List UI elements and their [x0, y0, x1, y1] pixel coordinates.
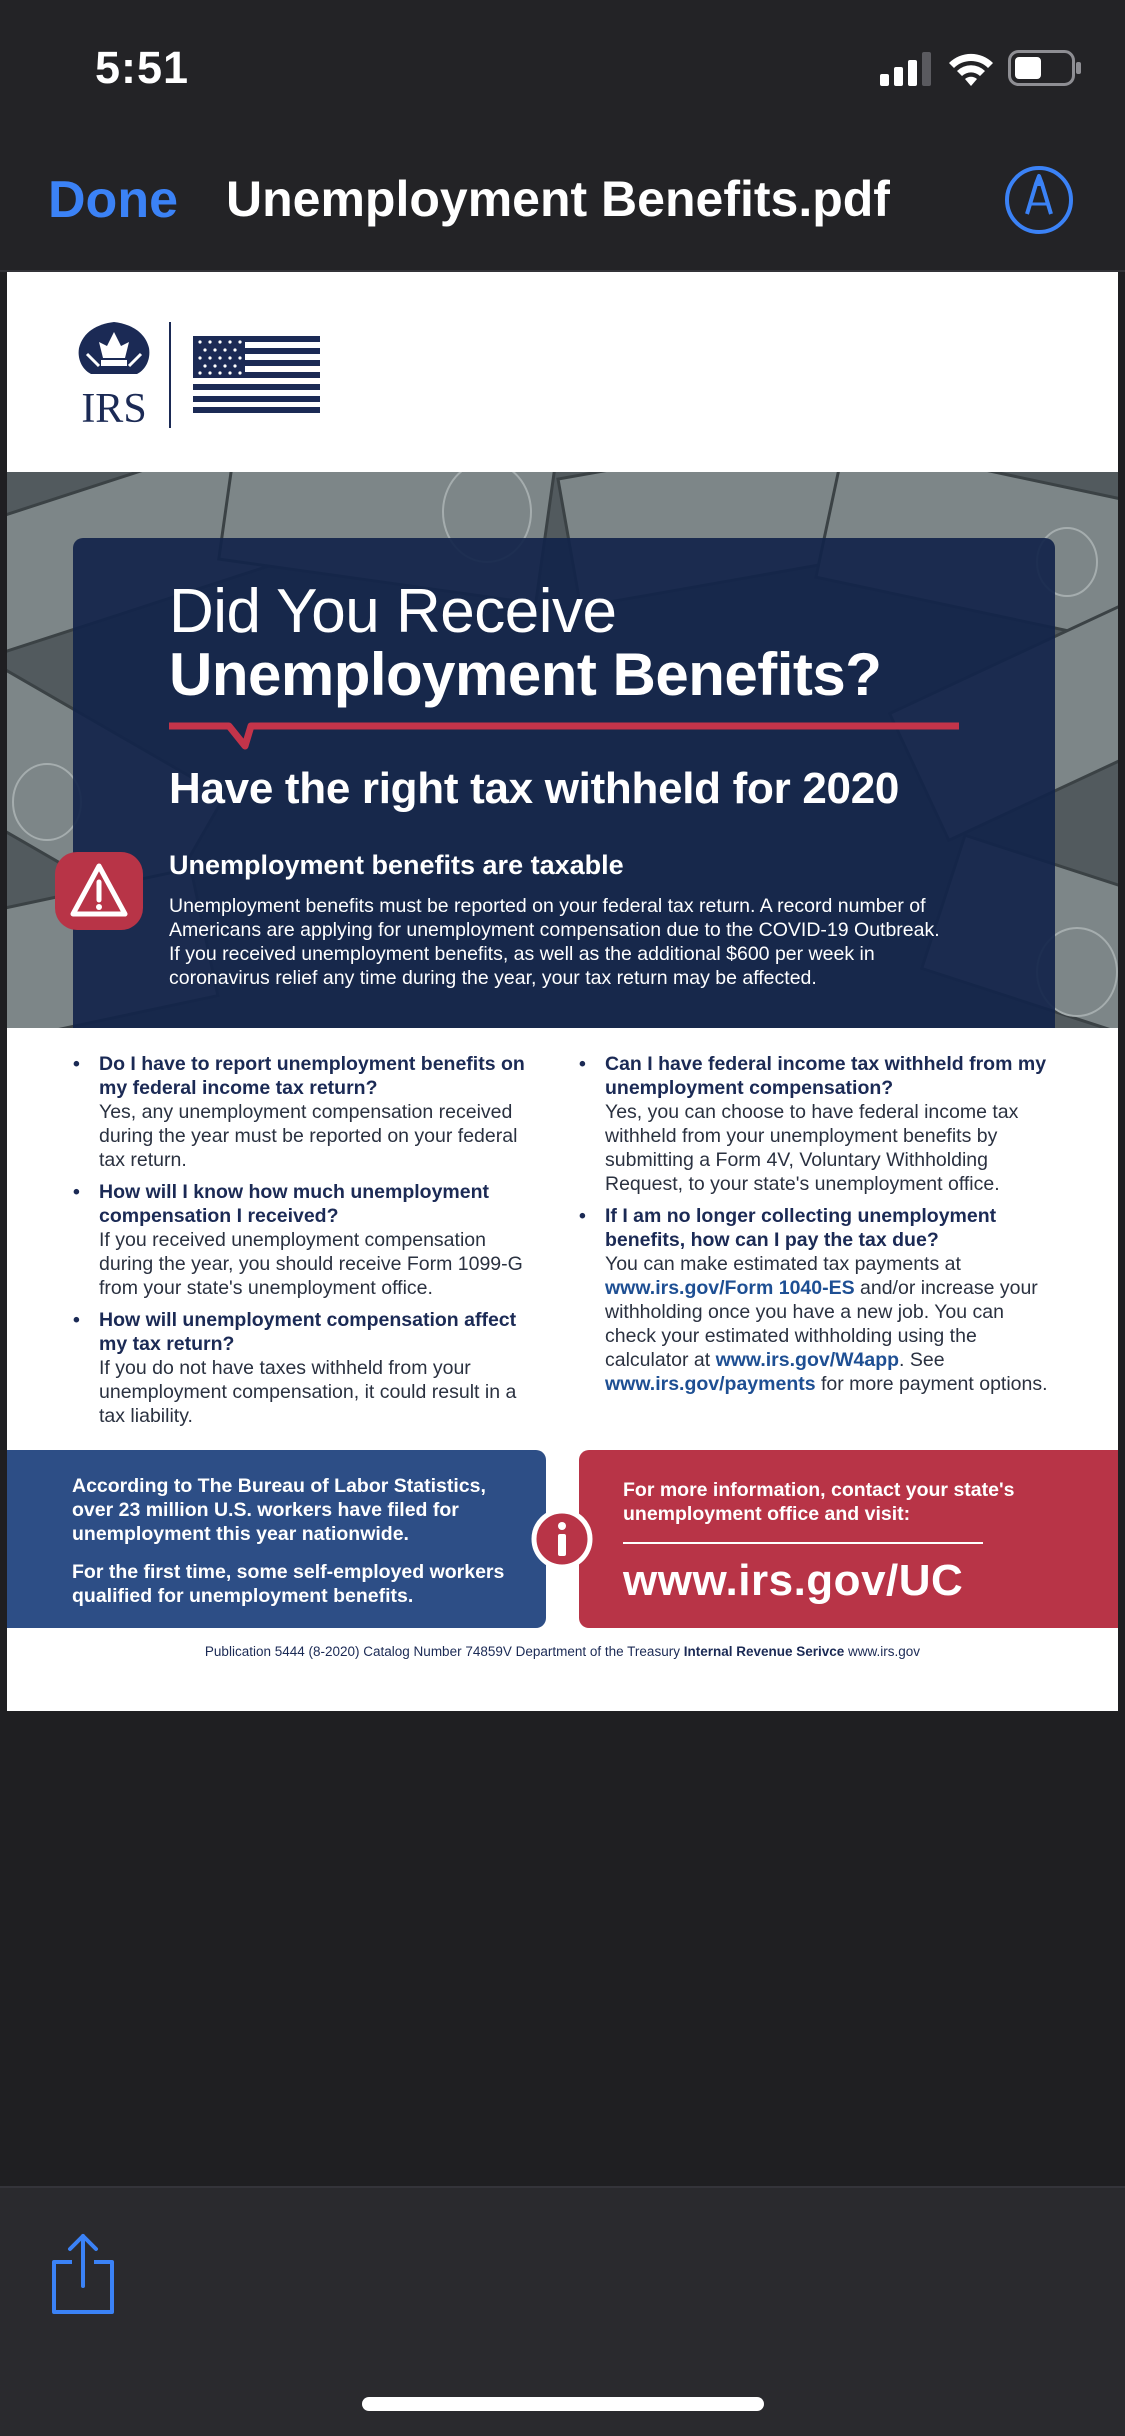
faq-question: • Do I have to report unemployment benefits on my federal income tax return? [99, 1053, 525, 1099]
done-button[interactable]: Done [48, 171, 178, 229]
faq-answer-text: . See [899, 1349, 945, 1371]
faq-answer [605, 1252, 1055, 1396]
irs-logo-text: IRS [81, 386, 147, 430]
faq-question: • How will unemployment compensation affect my tax return? [99, 1309, 517, 1355]
self-employed-text: For the first time, some self-employed workers qualified for unemployment benefits. [72, 1561, 505, 1607]
hero-panel [73, 538, 1055, 1028]
footer-website: www.irs.gov [844, 1644, 921, 1659]
statistics-text: According to The Bureau of Labor Statistics, over 23 million U.S. workers have filed for unemployment this year nationwide. [72, 1475, 486, 1545]
faq-question: • If I am no longer collecting unemployment benefits, how can I pay the tax due? [605, 1205, 997, 1251]
hero-banner [7, 472, 1118, 1028]
share-icon[interactable] [48, 2232, 118, 2316]
speech-underline [169, 716, 959, 756]
more-info-box [579, 1450, 1118, 1628]
warning-icon [53, 850, 145, 932]
logo-divider [169, 322, 171, 428]
w4app-link[interactable]: www.irs.gov/W4app [715, 1349, 900, 1371]
publication-footer [7, 1644, 1118, 1659]
taxable-heading: Unemployment benefits are taxable [169, 850, 624, 880]
pdf-page[interactable] [7, 272, 1118, 1711]
faq-answer: If you received unemployment compensation during the year, you should receive Form 1099-G from your state's unemployment office. [99, 1229, 523, 1299]
document-title: Unemployment Benefits.pdf [226, 171, 890, 227]
hero-subtitle: Have the right tax withheld for 2020 [169, 764, 900, 813]
wifi-icon [946, 48, 996, 88]
faq-answer-text: for more payment options. [815, 1373, 1048, 1395]
signal-icon [880, 52, 932, 86]
nav-bar [0, 140, 1125, 272]
markup-pen-icon[interactable] [1003, 164, 1075, 236]
taxable-text: Unemployment benefits must be reported on your federal tax return. A record number of Americans are applying for unemployment compensation due to the COVID-19 Outbreak. If you received unemployment benefits, as well as the additional $600 per week in coronavirus relief any time during the year, your tax return may be affected. [169, 895, 940, 989]
status-time: 5:51 [95, 42, 190, 93]
form-1040-es-link[interactable]: www.irs.gov/Form 1040-ES [605, 1277, 855, 1299]
faq-item [575, 1204, 1055, 1396]
faq-item [69, 1180, 539, 1300]
faq-column-left [69, 1052, 539, 1436]
more-info-text: For more information, contact your state's unemployment office and visit: [623, 1479, 1015, 1525]
info-divider [623, 1542, 983, 1544]
statistics-box [7, 1450, 546, 1628]
battery-icon [1008, 50, 1082, 86]
faq-question: • How will I know how much unemployment compensation I received? [99, 1181, 490, 1227]
publication-info: Publication 5444 (8-2020) Catalog Number 74859V Department of the Treasury [204, 1644, 684, 1659]
faq-answer-text: and/or increase your withholding once you have a new job. You can check your estimated withholding using the calculator at [605, 1277, 1038, 1371]
faq-answer-text: You can make estimated tax payments at [605, 1253, 961, 1275]
faq-answer: Yes, any unemployment compensation received during the year must be reported on your federal tax return. [99, 1101, 518, 1171]
faq-answer: If you do not have taxes withheld from your unemployment compensation, it could result in a tax liability. [99, 1357, 517, 1427]
faq-item [575, 1052, 1055, 1196]
faq-item [69, 1308, 539, 1428]
home-indicator[interactable] [362, 2397, 764, 2411]
agency-name: Internal Revenue Serivce [683, 1644, 845, 1659]
us-flag-icon [193, 336, 320, 413]
faq-question: • Can I have federal income tax withheld from my unemployment compensation? [605, 1053, 1047, 1099]
irs-logo [69, 318, 159, 430]
info-icon [531, 1508, 593, 1570]
faq-column-right [575, 1052, 1055, 1404]
faq-item [69, 1052, 539, 1172]
hero-title-line2: Unemployment Benefits? [169, 641, 882, 708]
irs-uc-link[interactable]: www.irs.gov/UC [623, 1556, 964, 1605]
hero-title-line1: Did You Receive [169, 577, 617, 646]
faq-answer: Yes, you can choose to have federal income tax withheld from your unemployment benefits by submitting a Form 4V, Voluntary Withholding Request, to your state's unemployment office. [605, 1101, 1019, 1195]
payments-link[interactable]: www.irs.gov/payments [605, 1373, 816, 1395]
page-header [7, 272, 1118, 472]
status-bar [0, 0, 1125, 140]
